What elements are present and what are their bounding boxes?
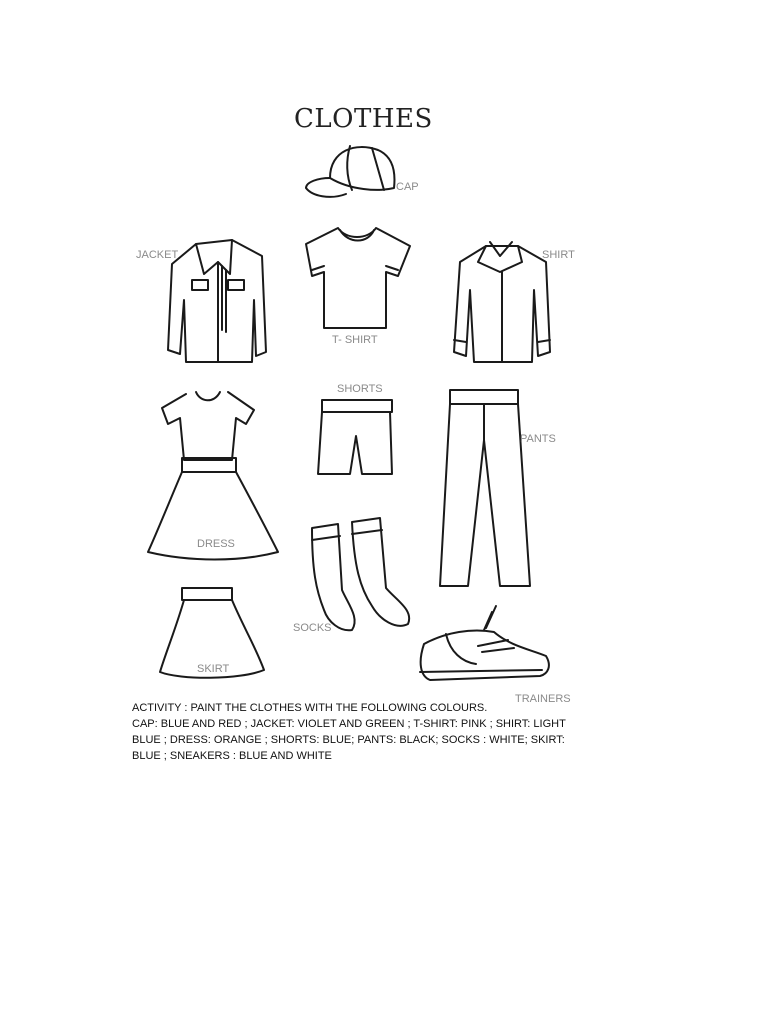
socks-drawing: [312, 518, 409, 630]
activity-line: BLUE ; SNEAKERS : BLUE AND WHITE: [132, 750, 332, 762]
pants-drawing: [440, 390, 530, 586]
jacket-drawing: [168, 240, 266, 362]
trainers-drawing: [420, 606, 549, 680]
label-cap: CAP: [396, 181, 419, 193]
dress-drawing: [148, 392, 278, 560]
activity-line: BLUE ; DRESS: ORANGE ; SHORTS: BLUE; PANTS: BLACK; SOCKS : WHITE; SKIRT:: [132, 734, 565, 746]
label-dress: DRESS: [197, 538, 235, 550]
activity-line: ACTIVITY : PAINT THE CLOTHES WITH THE FOLLOWING COLOURS.: [132, 702, 488, 714]
label-trainers: TRAINERS: [515, 693, 571, 705]
cap-drawing: [306, 146, 394, 197]
label-pants: PANTS: [520, 433, 556, 445]
tshirt-drawing: [306, 228, 410, 328]
label-skirt: SKIRT: [197, 663, 230, 675]
shirt-drawing: [454, 242, 550, 362]
activity-line: CAP: BLUE AND RED ; JACKET: VIOLET AND GREEN ; T-SHIRT: PINK ; SHIRT: LIGHT: [132, 718, 566, 730]
activity-instructions: [132, 700, 592, 764]
label-tshirt: T- SHIRT: [332, 334, 378, 346]
label-socks: SOCKS: [293, 622, 332, 634]
label-jacket: JACKET: [136, 249, 179, 261]
page-title: CLOTHES: [294, 104, 433, 134]
label-shorts: SHORTS: [337, 383, 383, 395]
shorts-drawing: [318, 400, 392, 474]
label-shirt: SHIRT: [542, 249, 575, 261]
